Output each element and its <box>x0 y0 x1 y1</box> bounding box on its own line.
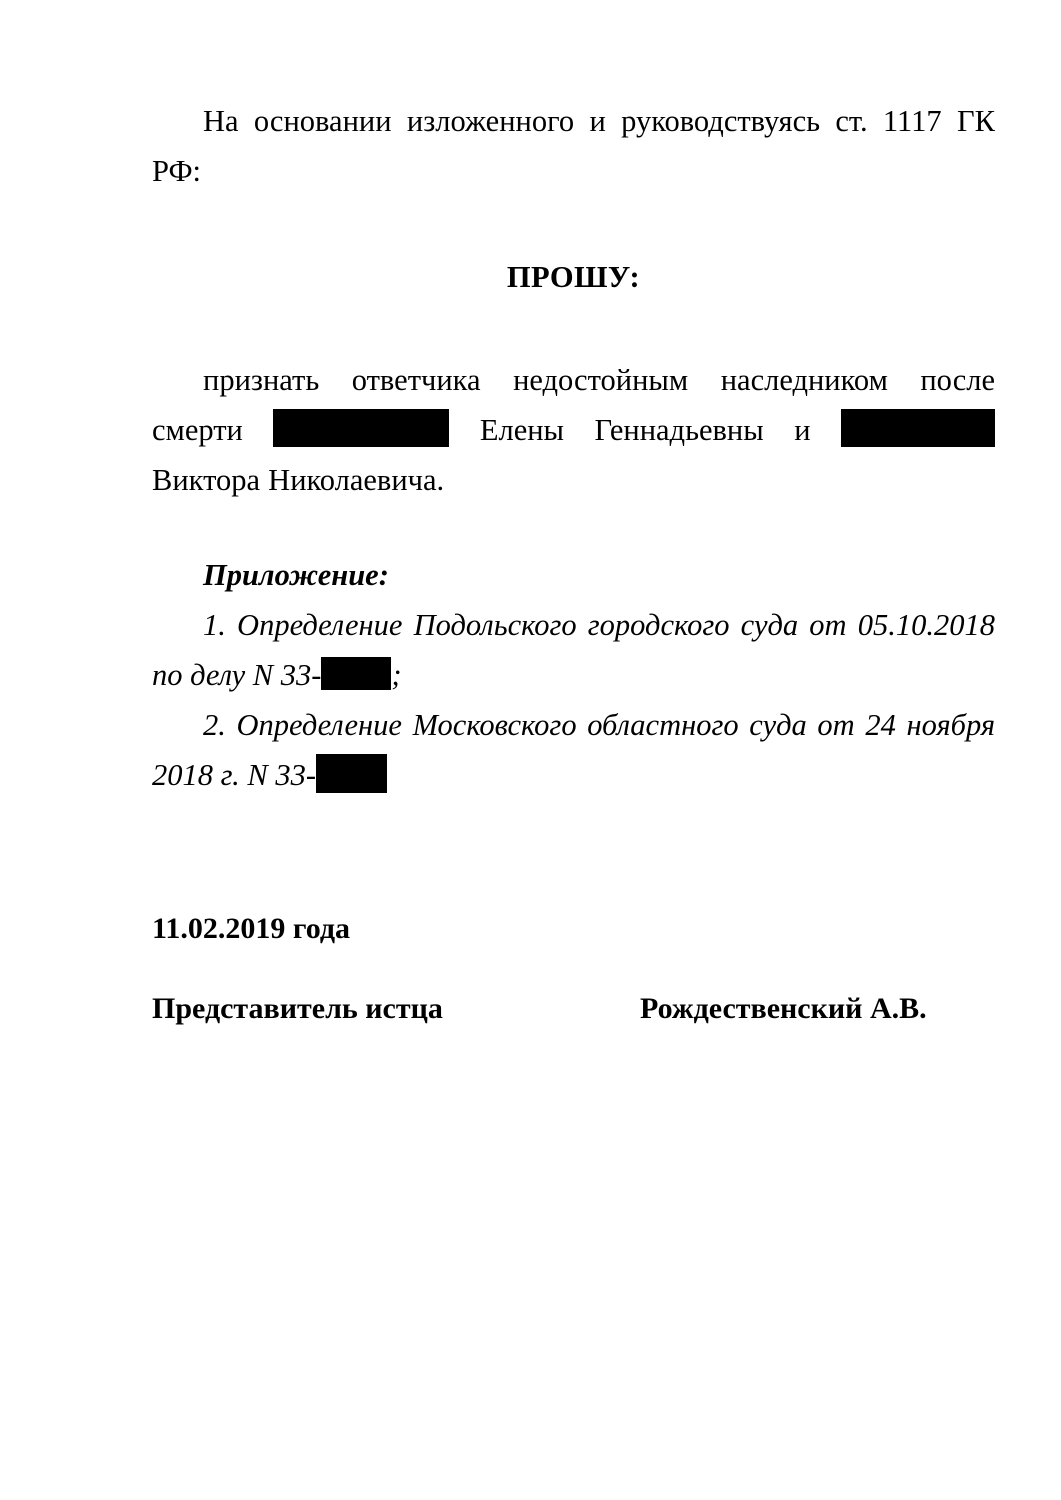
request-text-segment-3: Виктора Николаевича. <box>152 463 445 497</box>
redaction-bar-deceased-name-2 <box>841 409 995 447</box>
request-heading: ПРОШУ: <box>506 260 641 294</box>
appendix-item-2-text: 2. Определение Московского областного суда от 24 ноября 2018 г. N 33- <box>152 708 995 792</box>
appendix-item-2 <box>152 700 995 800</box>
signature-row <box>152 984 995 1034</box>
signature-date: 11.02.2019 года <box>152 912 351 945</box>
signature-name: Рождественский А.В. <box>640 992 927 1025</box>
request-paragraph <box>152 355 995 505</box>
appendix-title: Приложение: <box>203 558 389 592</box>
redaction-bar-case-number-1 <box>321 657 391 690</box>
request-text-segment-2: Елены Геннадьевны и <box>479 413 811 447</box>
redaction-bar-case-number-2 <box>316 754 387 793</box>
intro-paragraph: На основании изложенного и руководствуясь ст. 1117 ГК РФ: <box>152 104 995 188</box>
appendix-item-1 <box>152 600 995 700</box>
request-text-segment-1: признать ответчика недостойным наследником после смерти <box>152 363 995 447</box>
signature-role: Представитель истца <box>152 992 443 1025</box>
appendix-item-1-text: 1. Определение Подольского городского суда от 05.10.2018 по делу N 33- <box>152 608 995 692</box>
redaction-bar-deceased-name-1 <box>273 409 449 447</box>
appendix-item-1-suffix: ; <box>391 658 402 692</box>
document-content <box>152 0 995 1034</box>
